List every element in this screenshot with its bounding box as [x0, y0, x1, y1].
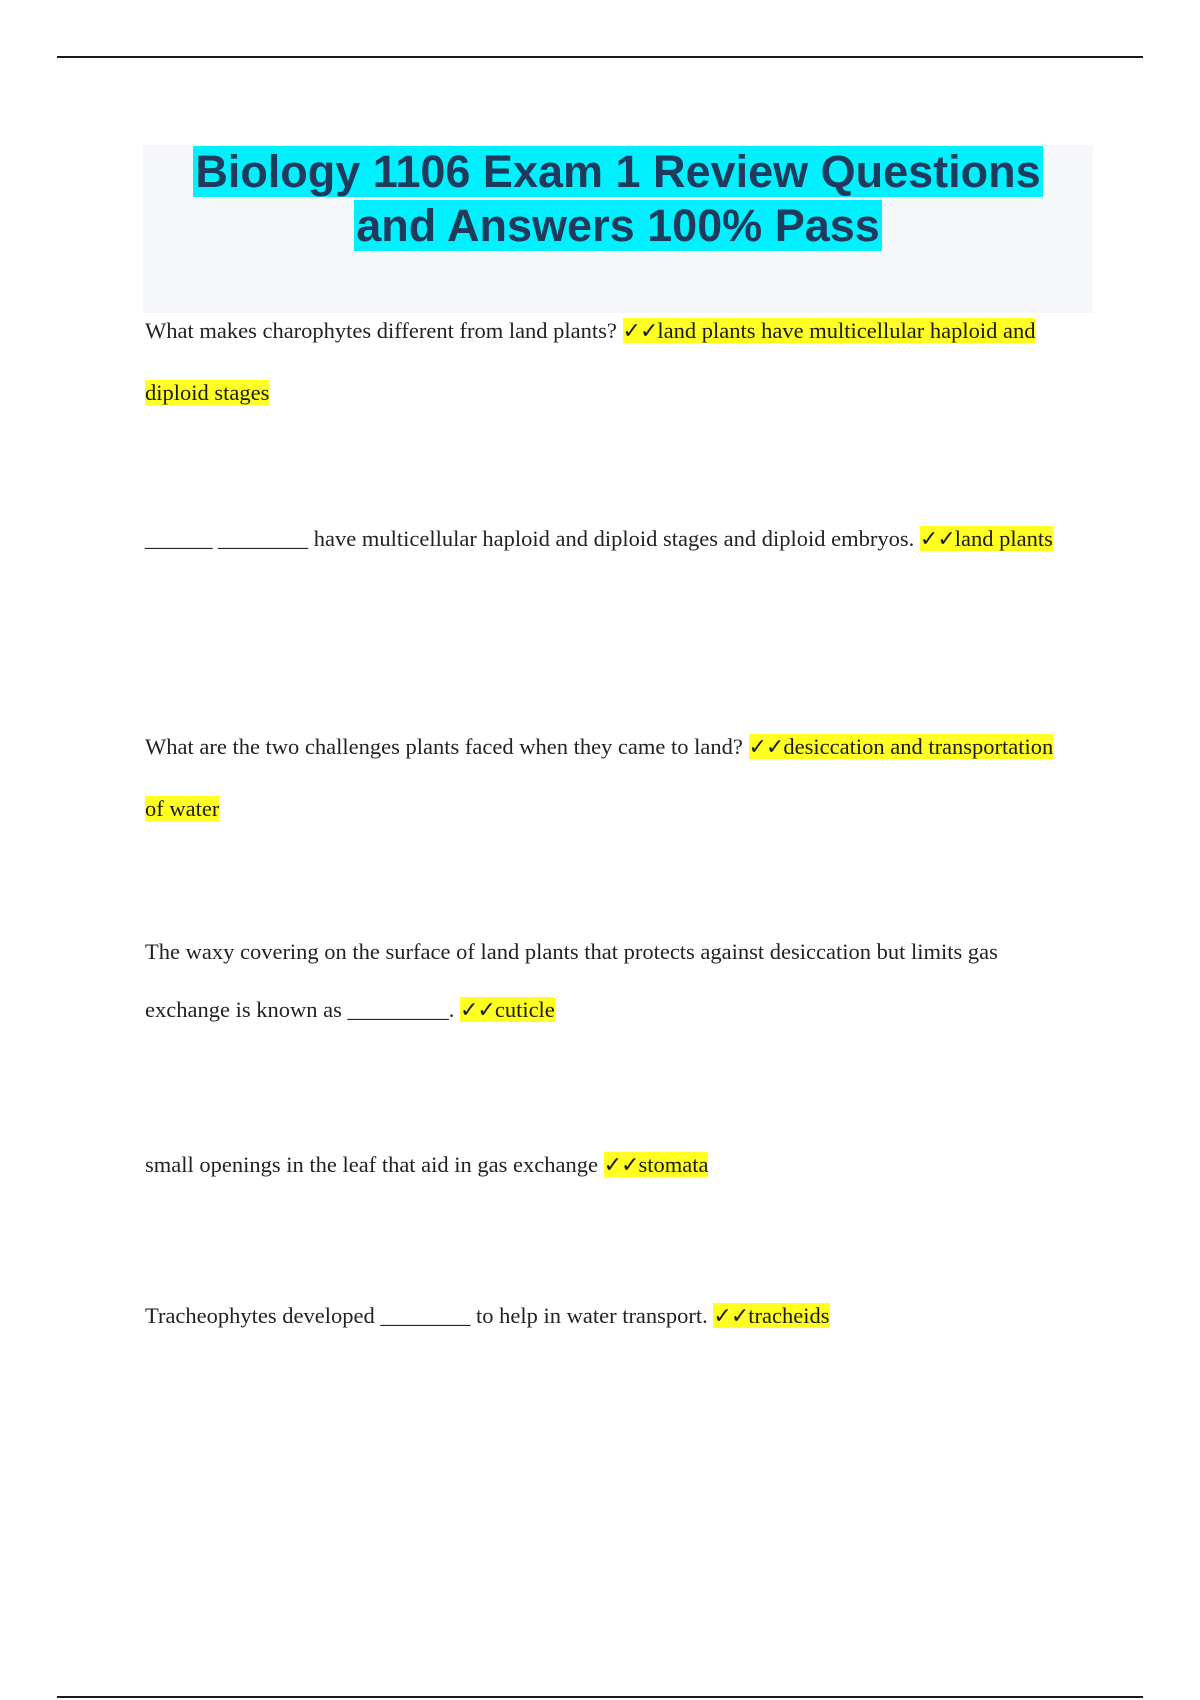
answer-text: desiccation and transportation of water [145, 734, 1054, 821]
question-text: What makes charophytes different from land plants? [145, 318, 623, 343]
double-check-icon: ✓✓ [622, 319, 658, 344]
title-block [143, 145, 1093, 313]
document-title [143, 145, 1093, 253]
answer-highlight [604, 1152, 709, 1177]
qa-item-3 [145, 716, 1070, 839]
question-text: small openings in the leaf that aid in gas exchange [145, 1152, 604, 1177]
question-text: What are the two challenges plants faced when they came to land? [145, 734, 749, 759]
answer-text: stomata [638, 1152, 709, 1177]
answer-highlight [460, 997, 555, 1022]
header-rule [57, 56, 1143, 58]
qa-item-2 [145, 508, 1070, 570]
answer-text: land plants have multicellular haploid and diploid stages [145, 318, 1036, 405]
qa-item-6 [145, 1285, 1070, 1347]
answer-highlight [713, 1303, 829, 1328]
question-text: The waxy covering on the surface of land plants that protects against desiccation but limits gas exchange is known as _________. [145, 939, 998, 1022]
answer-text: land plants [954, 526, 1053, 551]
double-check-icon: ✓✓ [919, 527, 955, 552]
qa-item-5 [145, 1134, 1070, 1196]
double-check-icon: ✓✓ [713, 1304, 749, 1329]
qa-item-1 [145, 300, 1070, 423]
title-line-1: Biology 1106 Exam 1 Review Questions [195, 146, 1041, 197]
question-text: Tracheophytes developed ________ to help in water transport. [145, 1303, 714, 1328]
footer-rule [57, 1696, 1143, 1698]
qa-item-4 [145, 923, 1070, 1040]
double-check-icon: ✓✓ [748, 735, 784, 760]
answer-text: tracheids [748, 1303, 830, 1328]
title-line-2: and Answers 100% Pass [356, 200, 880, 251]
answer-text: cuticle [494, 997, 555, 1022]
answer-highlight [920, 526, 1053, 551]
double-check-icon: ✓✓ [459, 998, 495, 1023]
question-text: ______ ________ have multicellular haploid and diploid stages and diploid embryos. [145, 526, 920, 551]
double-check-icon: ✓✓ [603, 1153, 639, 1178]
